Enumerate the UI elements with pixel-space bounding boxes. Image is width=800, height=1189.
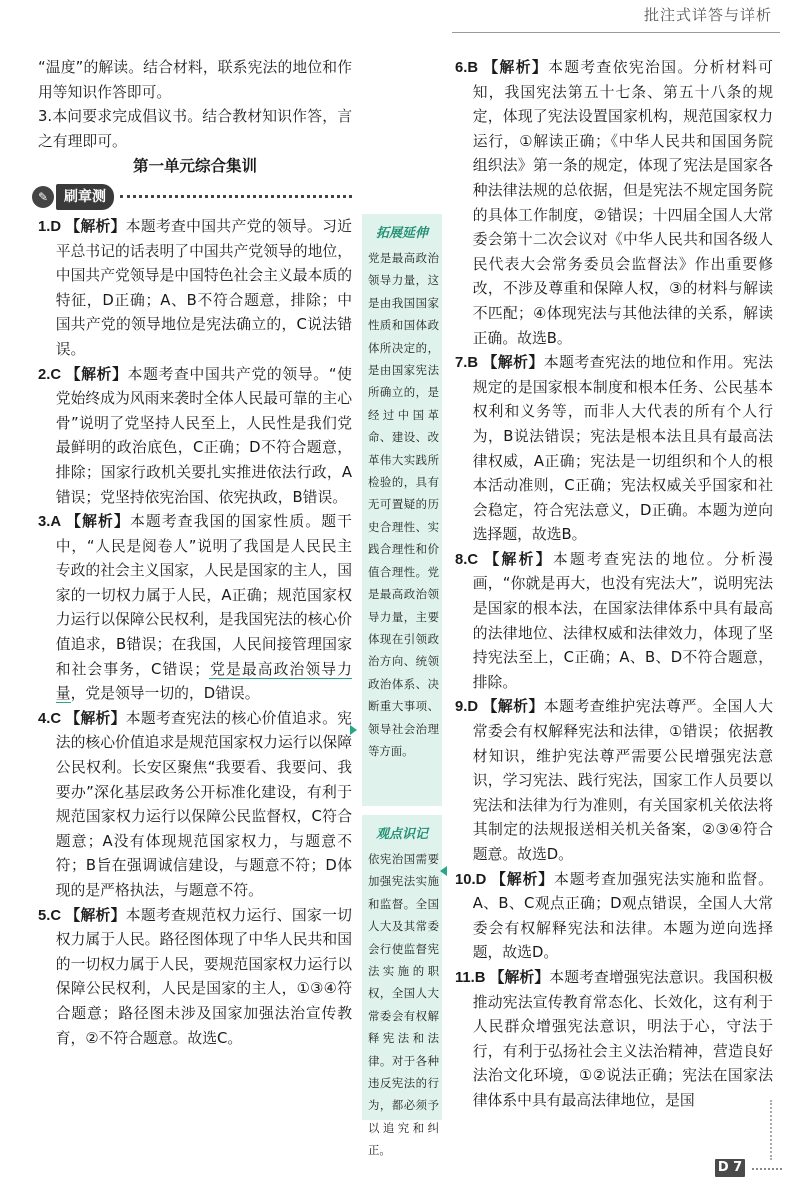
answer-entry (38, 904, 352, 1052)
answer-entry (455, 966, 773, 1114)
question-number: 4. (38, 710, 51, 727)
analysis-text: 本题考查加强宪法实施和监督。A、B、C观点正确；D观点错误，全国人大常委会有权解释宪法和法律。本题为逆向选择题，故选D。 (472, 870, 773, 962)
question-number: 9. (455, 699, 468, 716)
left-column (38, 56, 352, 1051)
question-number: 10. (455, 871, 476, 888)
section-title: 第一单元综合集训 (132, 157, 257, 176)
answer-letter: D (475, 871, 487, 888)
key-points-sidebar (362, 815, 442, 1158)
question-number: 2. (38, 366, 51, 383)
analysis-tag: 【解析】 (482, 354, 544, 372)
extension-sidebar (362, 214, 442, 806)
dotted-divider (120, 195, 352, 198)
chapter-test-banner (32, 183, 352, 211)
question-number: 7. (455, 355, 468, 372)
question-number: 8. (455, 551, 468, 568)
analysis-text: 本题考查宪法的地位。分析漫画，“你就是再大，也没有宪法大”，说明宪法是国家的根本法，在国家法律体系中具有最高的法律地位、法律权威和法律效力，体现了坚持宪法至上，C正确；A、B、D不符合题意，排除。 (472, 550, 773, 691)
question-number: 5. (38, 907, 51, 924)
underlined-key-phrase: 党是最高政治领导力量 (55, 660, 352, 703)
page-number: D 7 (715, 1159, 745, 1177)
sidebar-title: 拓展延伸 (375, 226, 428, 241)
answer-letter: A (50, 514, 62, 531)
answer-letter: C (50, 907, 62, 924)
analysis-text: 本题考查我国的国家性质。题干中，“人民是阅卷人”说明了我国是人民民主专政的社会主义国家，人民是国家的主人，国家的一切权力属于人民，A正确；规范国家权力运行以保障公民权利，是我国宪法的核心价值追求，B错误；在我国，人民间接管理国家和社会事务，C错误； (55, 513, 352, 678)
analysis-tag: 【解析】 (489, 968, 550, 986)
analysis-text: 本题考查宪法的核心价值追求。宪法的核心价值追求是规范国家权力运行以保障公民权利。长安区聚焦“我要看、我要问、我要办”深化基层政务公开标准化建设，有利于规范国家权力运行以保障公民监督权，C符合题意；A没有体现规范国家权力，与题意不符；B旨在强调诚信建设，与题意不符；D体现的是严格执法，与题意不符。 (55, 709, 352, 899)
question-number: 3. (38, 514, 51, 531)
question-number: 6. (455, 60, 468, 76)
answer-letter: C (467, 551, 479, 568)
analysis-text: 本题考查规范权力运行、国家一切权力属于人民。路径图体现了中华人民共和国的一切权力属于人民，要规范国家权力运行以保障公民权利，人民是国家的主人，①③④符合题意；路径图未涉及国家加强法治宣传教育，②不符合题意。故选C。 (55, 906, 352, 1047)
page-edge-dots (770, 1100, 772, 1160)
answer-entry (38, 510, 352, 707)
page-corner-dots (752, 1168, 782, 1170)
answer-letter: B (467, 60, 479, 76)
answer-entry (455, 868, 773, 966)
answer-letter: B (467, 355, 479, 372)
analysis-text: 本题考查依宪治国。分析材料可知，我国宪法第五十七条、第五十八条的规定，体现了宪法设置国家机构，规范国家权力运行，①解读正确；《中华人民共和国国务院组织法》第一条的规定，体现了宪法是国家各种法律法规的总依据，但是宪法不规定国务院的具体工作制度，②错误；十四届全国人大常委会第十二次会议对《中华人民共和国各级人民代表大会常务委员会监督法》作出重要修改，不涉及尊重和保障人权，③的材料与解读不匹配；④体现宪法与其他法律的关系，解读正确。故选B。 (472, 59, 773, 347)
sidebar-title: 观点识记 (375, 827, 428, 842)
pointer-arrow-icon (440, 866, 447, 876)
analysis-text: ，党是领导一切的，D错误。 (70, 685, 260, 703)
answer-entry (38, 215, 352, 363)
answer-letter: C (50, 710, 62, 727)
analysis-tag: 【解析】 (482, 59, 549, 76)
sidebar-text: 党是最高政治领导力量，这是由我国国家性质和国体政体所决定的，是由国家宪法所确立的，是经过中国革命、建设、改革伟大实践所检验的，具有无可置疑的历史合理性、实践合理性和价值合理性。党是最高政治领导力量，主要体现在引领政治方向、统领政治体系、决断重大事项、领导社会治理等方面。 (368, 251, 439, 758)
analysis-text: 本题考查维护宪法尊严。全国人大常委会有权解释宪法和法律，①错误；依据教材知识，维护宪法尊严需要公民增强宪法意识，学习宪法、践行宪法，国家工作人员要以宪法和法律为行为准则，有关国家机关依法将其制定的法规报送相关机关备案，②③④符合题意。故选D。 (472, 698, 773, 863)
answer-entry (38, 707, 352, 904)
analysis-tag: 【解析】 (65, 709, 126, 727)
answer-letter: D (467, 699, 479, 716)
brush-icon: ✎ (32, 186, 54, 208)
intro-paragraph: “温度”的解读。结合材料，联系宪法的地位和作用等知识作答即可。 (38, 59, 352, 101)
question-number: 11. (455, 969, 475, 986)
analysis-tag: 【解析】 (482, 550, 553, 568)
analysis-tag: 【解析】 (65, 365, 128, 383)
intro-paragraph: 3.本问要求完成倡议书。结合教材知识作答，言之有理即可。 (38, 108, 352, 150)
answer-letter: C (50, 366, 62, 383)
answer-entry (455, 351, 773, 548)
analysis-text: 本题考查中国共产党的领导。习近平总书记的话表明了中国共产党领导的地位，中国共产党领导是中国特色社会主义最本质的特征，D正确；A、B不符合题意，排除；中国共产党的领导地位是宪法确立的，C说法错误。 (55, 217, 352, 358)
analysis-tag: 【解析】 (65, 906, 126, 924)
analysis-tag: 【解析】 (65, 513, 130, 531)
answer-letter: B (474, 969, 486, 986)
answer-entry (38, 363, 352, 511)
question-number: 1. (38, 218, 51, 235)
answer-entry (455, 56, 773, 351)
right-column (455, 56, 773, 1114)
answer-letter: D (50, 218, 62, 235)
page-header-title: 批注式详答与详析 (643, 6, 772, 24)
sidebar-text: 依宪治国需要加强宪法实施和监督。全国人大及其常委会行使监督宪法实施的职权，全国人大常委会有权解释宪法和法律。对于各种违反宪法的行为，都必须予以追究和纠正。 (368, 852, 439, 1158)
answer-entry (455, 695, 773, 867)
analysis-text: 本题考查中国共产党的领导。“使党始终成为风雨来袭时全体人民最可靠的主心骨”说明了党坚持人民至上，人民性是我们党最鲜明的政治底色，C正确；D不符合题意，排除；国家行政机关要扎实推进依法行政，A错误；党坚持依宪治国、依宪执政，B错误。 (55, 365, 352, 506)
analysis-tag: 【解析】 (490, 870, 554, 888)
chapter-test-label: 刷章测 (56, 184, 114, 211)
header-divider (452, 32, 780, 33)
analysis-text: 本题考查宪法的地位和作用。宪法规定的是国家根本制度和根本任务、公民基本权利和义务等，而非人大代表的所有个人行为，B说法错误；宪法是根本法且具有最高法律权威，A正确；宪法是一切组织和个人的根本活动准则，C正确；宪法权威关乎国家和社会稳定，符合宪法意义，D正确。本题为逆向选择题，故选B。 (472, 354, 773, 544)
analysis-tag: 【解析】 (482, 698, 544, 716)
answer-entry (455, 548, 773, 696)
pointer-arrow-icon (350, 725, 357, 735)
analysis-text: 本题考查增强宪法意识。我国积极推动宪法宣传教育常态化、长效化，这有利于人民群众增强宪法意识，明法于心，守法于行，有利于弘扬社会主义法治精神，营造良好法治文化环境，①②说法正确；宪法在国家法律体系中具有最高法律地位，是国 (472, 968, 773, 1109)
analysis-tag: 【解析】 (65, 217, 126, 235)
